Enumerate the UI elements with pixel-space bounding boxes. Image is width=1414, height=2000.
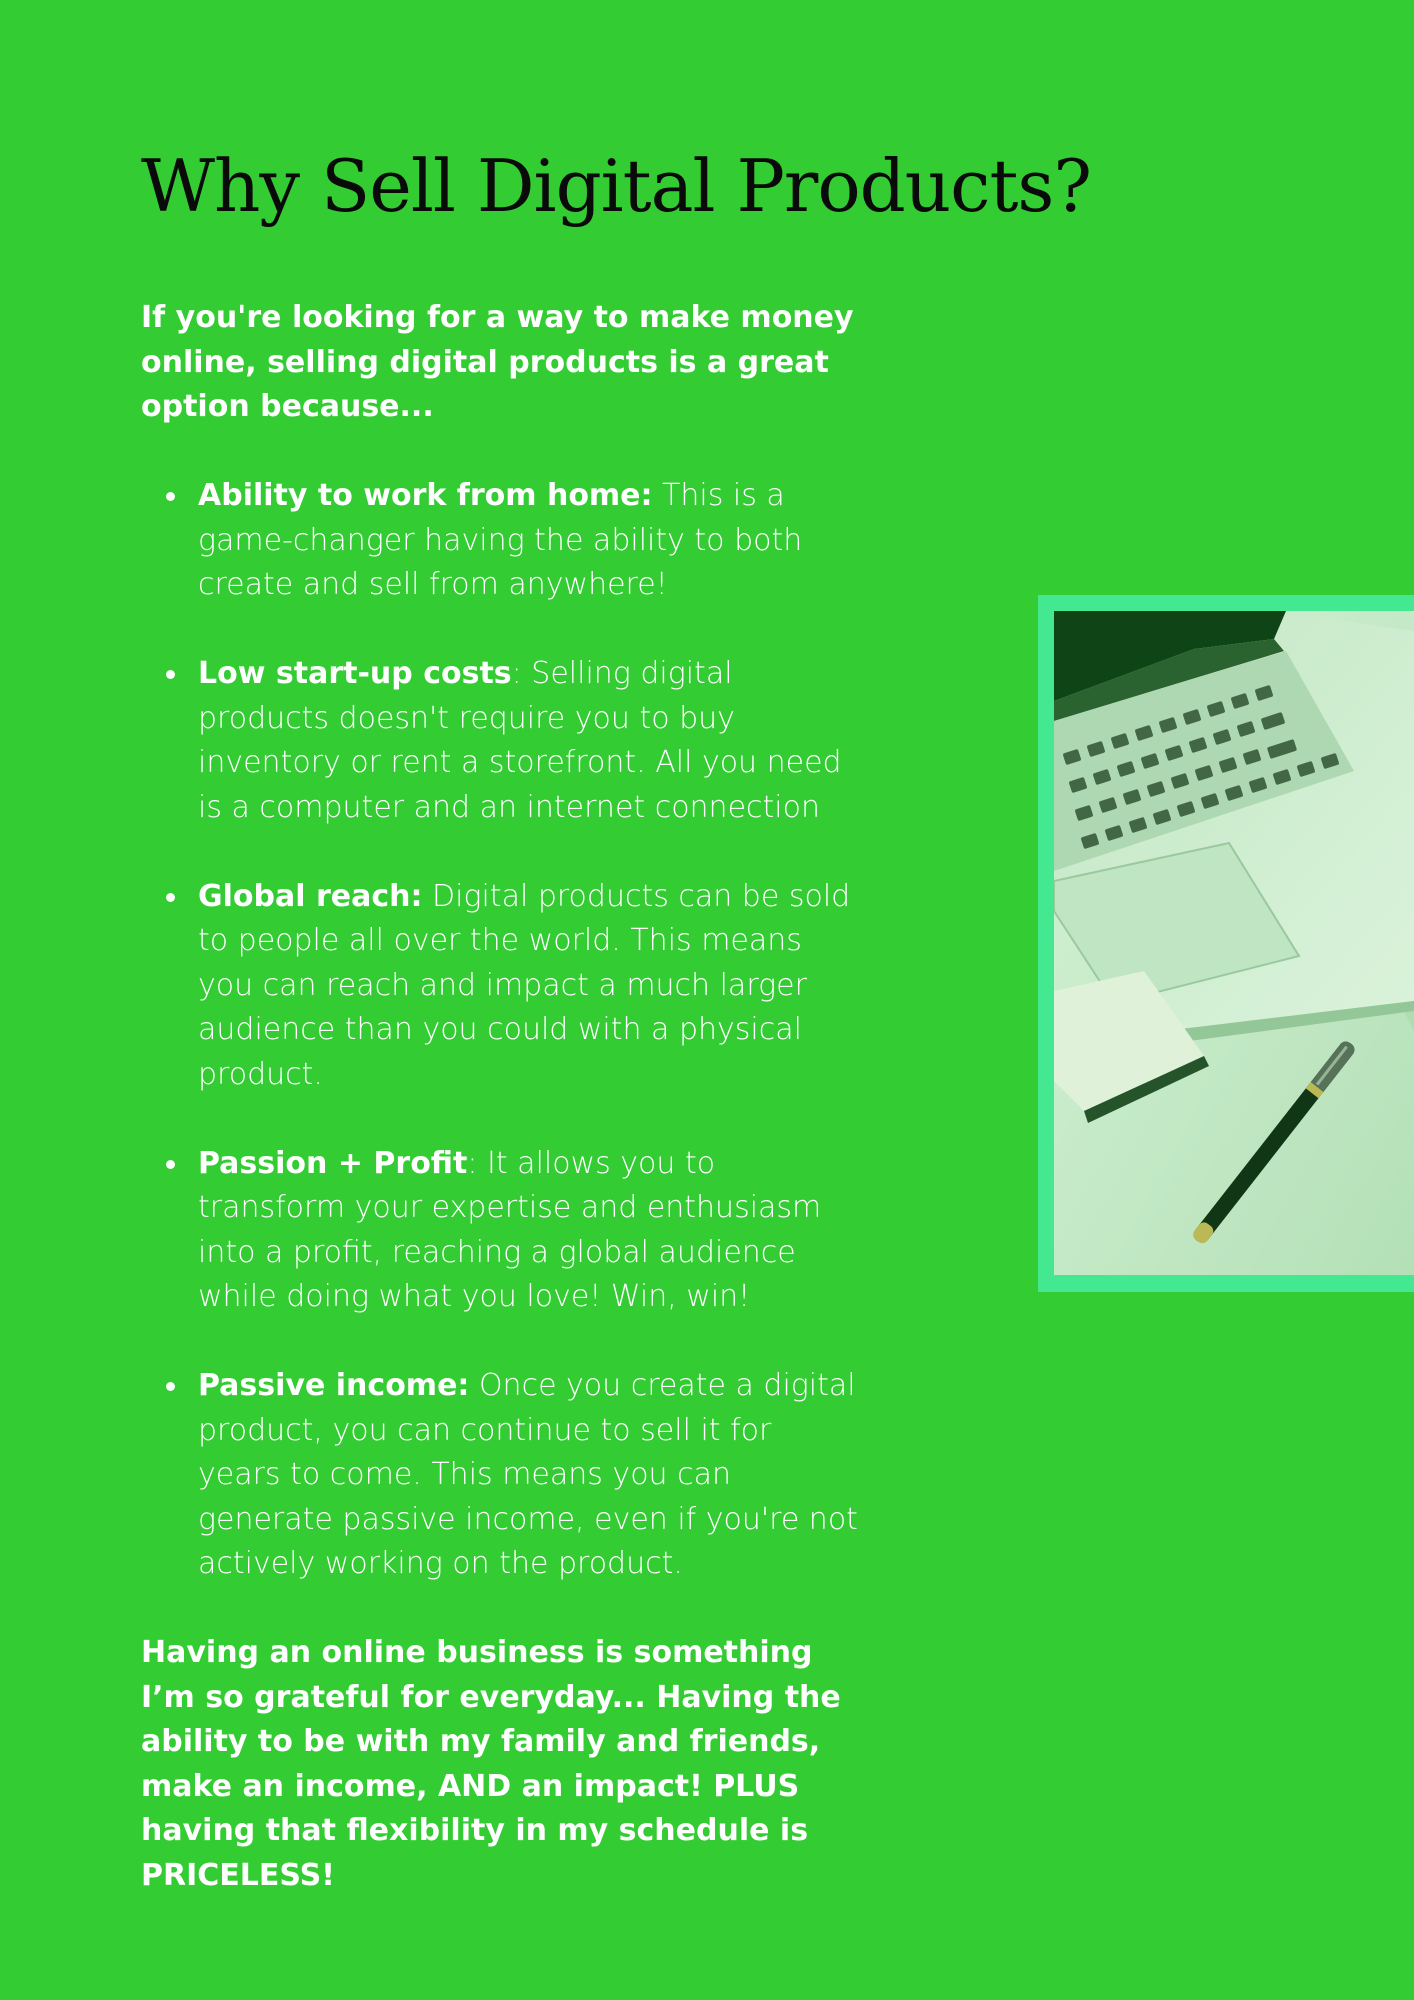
photo-frame (1038, 595, 1414, 1292)
bullet-icon (166, 670, 175, 679)
bullet-heading: Ability to work from home: (198, 478, 653, 513)
bullet-heading: Low start-up costs (198, 656, 512, 691)
list-item (141, 652, 861, 830)
list-item (141, 875, 861, 1098)
bullet-icon (166, 1160, 175, 1169)
bullet-text: Once you create a digital product, you can continue to sell it for years to come. This means you can generate passive income, even if you're not actively working on the product. (198, 1368, 858, 1581)
bullet-icon (166, 492, 175, 501)
list-item (141, 1142, 861, 1320)
bullet-heading: Passion + Profit (198, 1145, 468, 1181)
bullet-icon (166, 1382, 175, 1391)
bullet-text: : Selling digital products doesn't require you to buy inventory or rent a storefront. All you need is a computer and an internet connection (198, 656, 842, 825)
benefits-list (141, 474, 861, 1587)
laptop-illustration (1054, 611, 1414, 1275)
bullet-text: This is a game-changer having the ability to both create and sell from anywhere! (198, 478, 803, 602)
closing-paragraph: Having an online business is something I’m so grateful for everyday... Having the ability to be with my family and friends, make an income, AND an impact! PLUS having that flexibility in my schedule is PRICELESS! (141, 1635, 841, 1893)
list-item (141, 474, 861, 608)
bullet-text: Digital products can be sold to people all over the world. This means you can reach and impact a much larger audience than you could with a physical product. (198, 878, 851, 1092)
bullet-icon (166, 893, 175, 902)
intro-paragraph: If you're looking for a way to make money online, selling digital products is a great option because... (141, 300, 854, 424)
bullet-heading: Global reach: (198, 878, 423, 914)
list-item (141, 1364, 861, 1587)
page-title: Why Sell Digital Products? (141, 144, 1091, 228)
bullet-text: : It allows you to transform your expertise and enthusiasm into a profit, reaching a global audience while doing what you love! Win, win! (198, 1145, 822, 1314)
laptop-pen-photo (1054, 611, 1414, 1275)
bullet-heading: Passive income: (198, 1368, 470, 1403)
